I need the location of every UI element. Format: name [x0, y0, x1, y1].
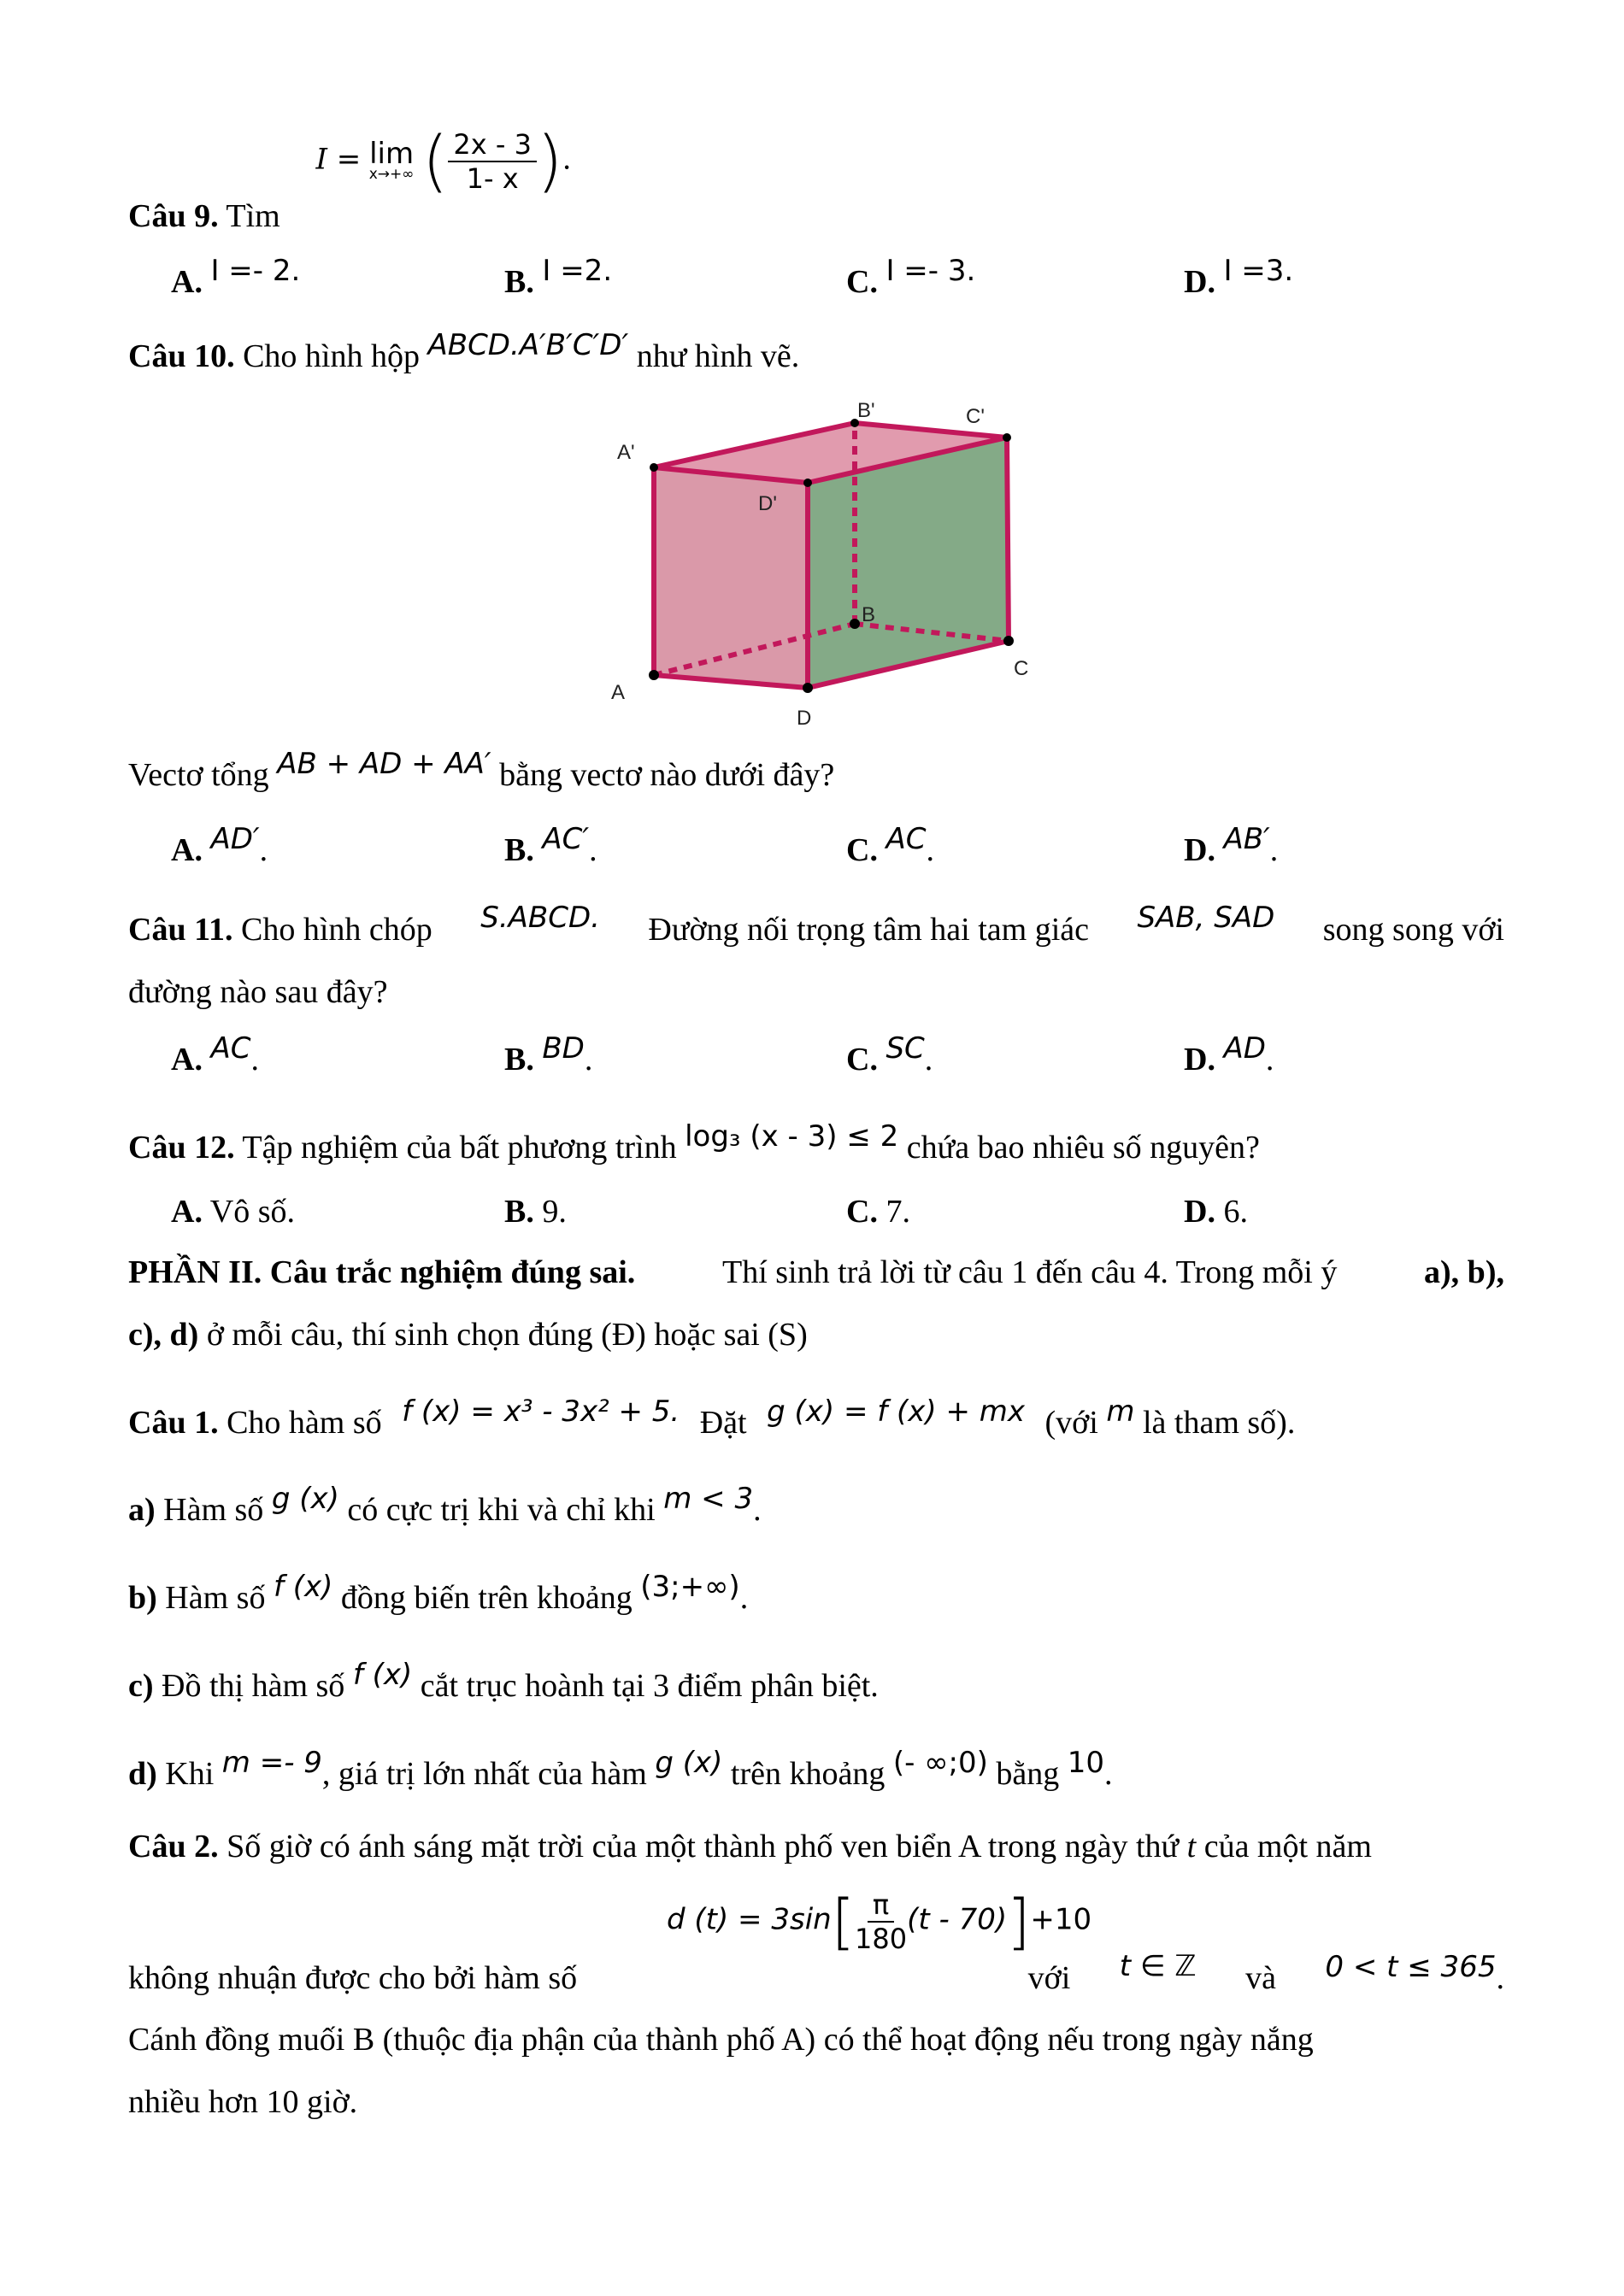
- label-a1: A': [617, 441, 635, 464]
- label-a: A: [611, 681, 626, 704]
- q12-option-c[interactable]: C. 7.: [846, 1194, 910, 1230]
- p2-question-line4: nhiều hơn 10 giờ.: [128, 2084, 358, 2120]
- p2-label: Câu 2.: [128, 1829, 219, 1864]
- p2-fraction: $\frac{\pi}{180}$: [855, 1888, 908, 1955]
- q11-formula2: SAB, SAD: [1137, 901, 1275, 935]
- label-d: D: [797, 707, 812, 730]
- p1-f-def: f (x) = x³ - 3x² + 5.: [402, 1395, 680, 1429]
- vertex-d: [803, 683, 813, 693]
- q12-option-a[interactable]: A. Vô số.: [171, 1194, 296, 1230]
- q11-option-a[interactable]: A. AC.: [171, 1031, 259, 1078]
- q11-label: Câu 11.: [128, 912, 233, 948]
- q11-line2: đường nào sau đây?: [128, 974, 388, 1010]
- q10-option-c[interactable]: C. AC.: [846, 822, 934, 868]
- q12-label: Câu 12.: [128, 1130, 235, 1166]
- p1-item-c[interactable]: c) Đồ thị hàm số f (x) cắt trục hoành tại 3 điểm phân biệt.: [128, 1658, 879, 1704]
- q10-formula: ABCD.A′B′C′D′: [427, 328, 629, 362]
- q10-option-d[interactable]: D. AB′.: [1184, 822, 1279, 868]
- p1-item-b[interactable]: b) Hàm số f (x) đồng biến trên khoảng (3;+∞).: [128, 1570, 749, 1616]
- q9-option-b[interactable]: B. I =2.: [504, 254, 613, 300]
- vertex-c1: [1003, 433, 1011, 442]
- p2-formula: d (t) = 3sin[ $\frac{\pi}{180}$ (t - 70)]+10: [667, 1887, 1092, 1957]
- p1-label: Câu 1.: [128, 1405, 219, 1441]
- q9-question: [128, 195, 1504, 238]
- q11-question: Câu 11. Cho hình chóp S.ABCD. Đường nối trọng tâm hai tam giác SAB, SAD song song với: [128, 908, 1504, 951]
- label-b: B: [862, 603, 876, 626]
- box-figure: [598, 389, 1077, 731]
- q9-option-d[interactable]: D. I =3.: [1184, 254, 1294, 300]
- q12-option-b[interactable]: B. 9.: [504, 1194, 567, 1230]
- part2-heading: PHẦN II. Câu trắc nghiệm đúng sai. Thí sinh trả lời từ câu 1 đến câu 4. Trong mỗi ý a), b),: [128, 1251, 1504, 1294]
- p2-question-line3: Cánh đồng muối B (thuộc địa phận của thành phố A) có thể hoạt động nếu trong ngày nắng: [128, 2022, 1314, 2058]
- p2-question-line2: không nhuận được cho bởi hàm số với t ∈ ℤ và 0 < t ≤ 365.: [128, 1949, 1504, 1996]
- p1-item-d[interactable]: d) Khi m =- 9, giá trị lớn nhất của hàm g (x) trên khoảng (- ∞;0) bằng 10.: [128, 1746, 1113, 1792]
- label-c1: C': [966, 405, 985, 428]
- part2-title: PHẦN II. Câu trắc nghiệm đúng sai.: [128, 1254, 636, 1290]
- q9-text: Tìm: [226, 198, 280, 234]
- q9-option-c[interactable]: C. I =- 3.: [846, 254, 976, 300]
- part2-line2: c), d) ở mỗi câu, thí sinh chọn đúng (Đ) hoặc sai (S): [128, 1317, 808, 1353]
- label-d1: D': [758, 492, 777, 515]
- q10-question: Câu 10. Cho hình hộp ABCD.A′B′C′D′ như hình vẽ.: [128, 328, 800, 374]
- vertex-a: [649, 670, 659, 680]
- vertex-c: [1003, 636, 1014, 646]
- q10-option-a[interactable]: A. AD′.: [171, 822, 268, 868]
- q9-fraction: $\frac{2x - 3}{1- x}$: [448, 128, 537, 195]
- q10-option-b[interactable]: B. AC′.: [504, 822, 597, 868]
- q9-lhs: I: [315, 142, 327, 177]
- q12-option-d[interactable]: D. 6.: [1184, 1194, 1248, 1230]
- label-b1: B': [857, 399, 875, 422]
- p1-item-a[interactable]: a) Hàm số g (x) có cực trị khi và chỉ khi m < 3.: [128, 1482, 762, 1528]
- q9-option-a[interactable]: A. I =- 2.: [171, 254, 301, 300]
- vertex-a1: [650, 463, 658, 472]
- q10-vector-question: Vectơ tổng AB + AD + AA′ bằng vectơ nào dưới đây?: [128, 747, 835, 793]
- p1-question: Câu 1. Cho hàm số f (x) = x³ - 3x² + 5. Đặt g (x) = f (x) + mx (với m là tham số).: [128, 1395, 1296, 1441]
- q12-question: Câu 12. Tập nghiệm của bất phương trình log₃ (x - 3) ≤ 2 chứa bao nhiêu số nguyên?: [128, 1119, 1260, 1166]
- q9-label: Câu 9.: [128, 198, 219, 234]
- q11-option-c[interactable]: C. SC.: [846, 1031, 933, 1078]
- p2-question-line1: Câu 2. Số giờ có ánh sáng mặt trời của một thành phố ven biển A trong ngày thứ t của một năm: [128, 1829, 1372, 1864]
- q12-formula: log₃ (x - 3) ≤ 2: [685, 1119, 899, 1154]
- q11-option-d[interactable]: D. AD.: [1184, 1031, 1274, 1078]
- q11-formula1: S.ABCD.: [480, 901, 600, 935]
- vertex-b: [850, 619, 860, 629]
- vertex-d1: [803, 479, 812, 487]
- label-c: C: [1014, 657, 1029, 680]
- q11-option-b[interactable]: B. BD.: [504, 1031, 593, 1078]
- q10-vector-sum: AB + AD + AA′: [277, 747, 491, 781]
- p1-g-def: g (x) = f (x) + mx: [767, 1395, 1026, 1429]
- q9-formula-line: I = lim x→+∞ ( $\frac{2x - 3}{1- x}$ ).: [315, 123, 571, 200]
- q9-lim: lim x→+∞: [368, 137, 415, 183]
- q10-label: Câu 10.: [128, 338, 235, 374]
